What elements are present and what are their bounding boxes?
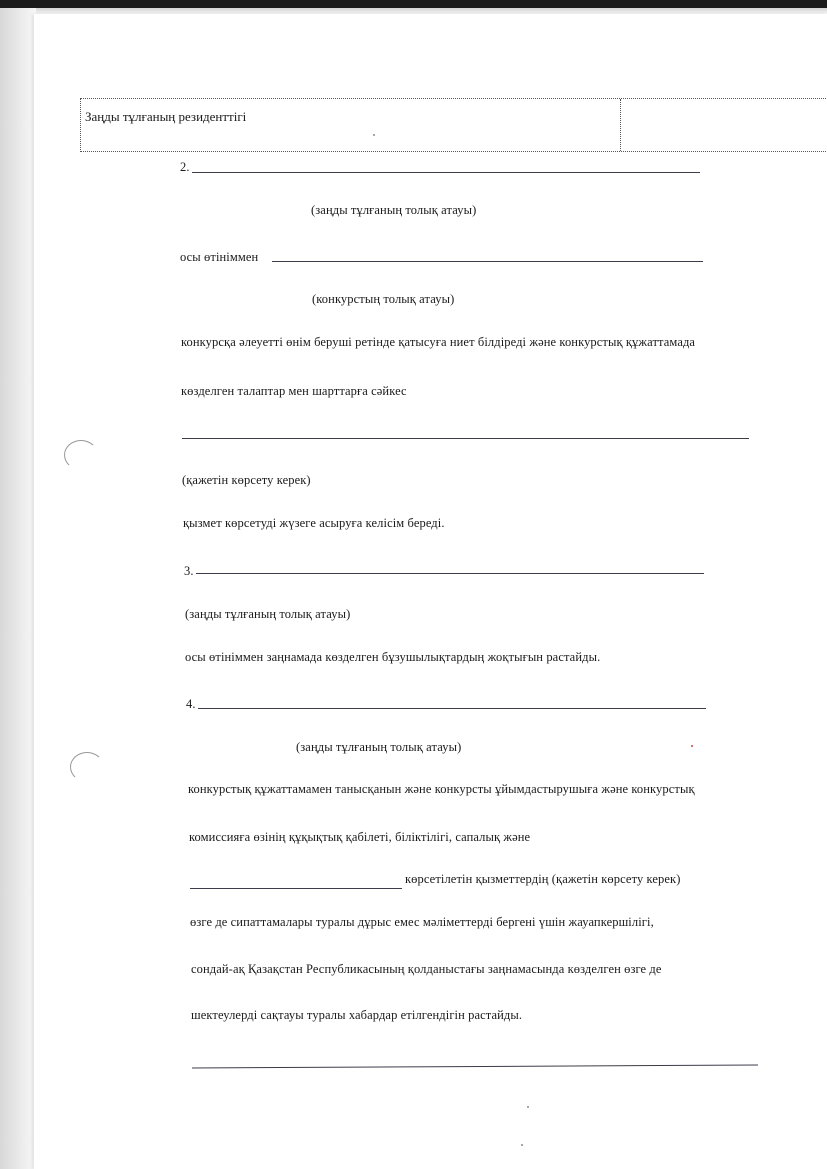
blank-line: [192, 172, 700, 173]
application-prefix: осы өтініммен: [180, 250, 259, 264]
document-page: [34, 14, 827, 1169]
paragraph-line: осы өтініммен заңнамада көзделген бұзушылықтардың жоқтығын растайды.: [185, 650, 601, 664]
paragraph-line: көзделген талаптар мен шарттарға сәйкес: [181, 384, 407, 398]
caption-specify: (қажетін көрсету керек): [182, 473, 311, 487]
blank-line: [198, 708, 706, 709]
scan-left-edge: [0, 8, 36, 1169]
item-number-3: 3.: [184, 564, 194, 578]
table-divider: [620, 99, 621, 151]
caption-legal-name: (заңды тұлғаның толық атауы): [311, 203, 477, 217]
paragraph-line: сондай-ақ Қазақстан Республикасының қолданыстағы заңнамасында көзделген өзге де: [191, 962, 662, 976]
item-number-2: 2.: [180, 160, 190, 174]
paragraph-line: шектеулерді сақтауы туралы хабардар етілгендігін растайды.: [191, 1008, 523, 1022]
scan-speck: [527, 1106, 529, 1108]
scan-speck: [521, 1144, 523, 1146]
caption-contest-name: (конкурстың толық атауы): [312, 292, 455, 306]
residency-table: [80, 98, 826, 152]
blank-line: [196, 573, 704, 574]
paragraph-line: өзге де сипаттамалары туралы дұрыс емес мәліметтерді бергені үшін жауапкершілігі,: [190, 915, 654, 929]
caption-legal-name: (заңды тұлғаның толық атауы): [296, 740, 462, 754]
punch-hole: [64, 440, 98, 470]
caption-legal-name: (заңды тұлғаның толық атауы): [185, 607, 351, 621]
residency-label: Заңды тұлғаның резиденттігі: [85, 109, 247, 124]
item-number-4: 4.: [186, 697, 196, 711]
blank-line: [272, 261, 703, 262]
paragraph-line: конкурсқа әлеуетті өнім беруші ретінде қатысуға ниет білдіреді және конкурстық құжаттамада: [181, 335, 696, 349]
paragraph-line: конкурстық құжаттамамен танысқанын және конкурсты ұйымдастырушыға және конкурстық: [188, 782, 695, 796]
paragraph-line: комиссияға өзінің құқықтық қабілеті, біліктілігі, сапалық және: [189, 830, 531, 844]
scan-top-edge: [0, 0, 827, 8]
scan-speck: [691, 745, 693, 747]
paragraph-line: қызмет көрсетуді жүзеге асыруға келісім береді.: [183, 516, 445, 530]
paragraph-line: көрсетілетін қызметтердің (қажетін көрсету керек): [405, 872, 681, 886]
blank-line: [190, 888, 402, 889]
blank-line: [182, 438, 749, 439]
punch-hole: [70, 752, 104, 782]
